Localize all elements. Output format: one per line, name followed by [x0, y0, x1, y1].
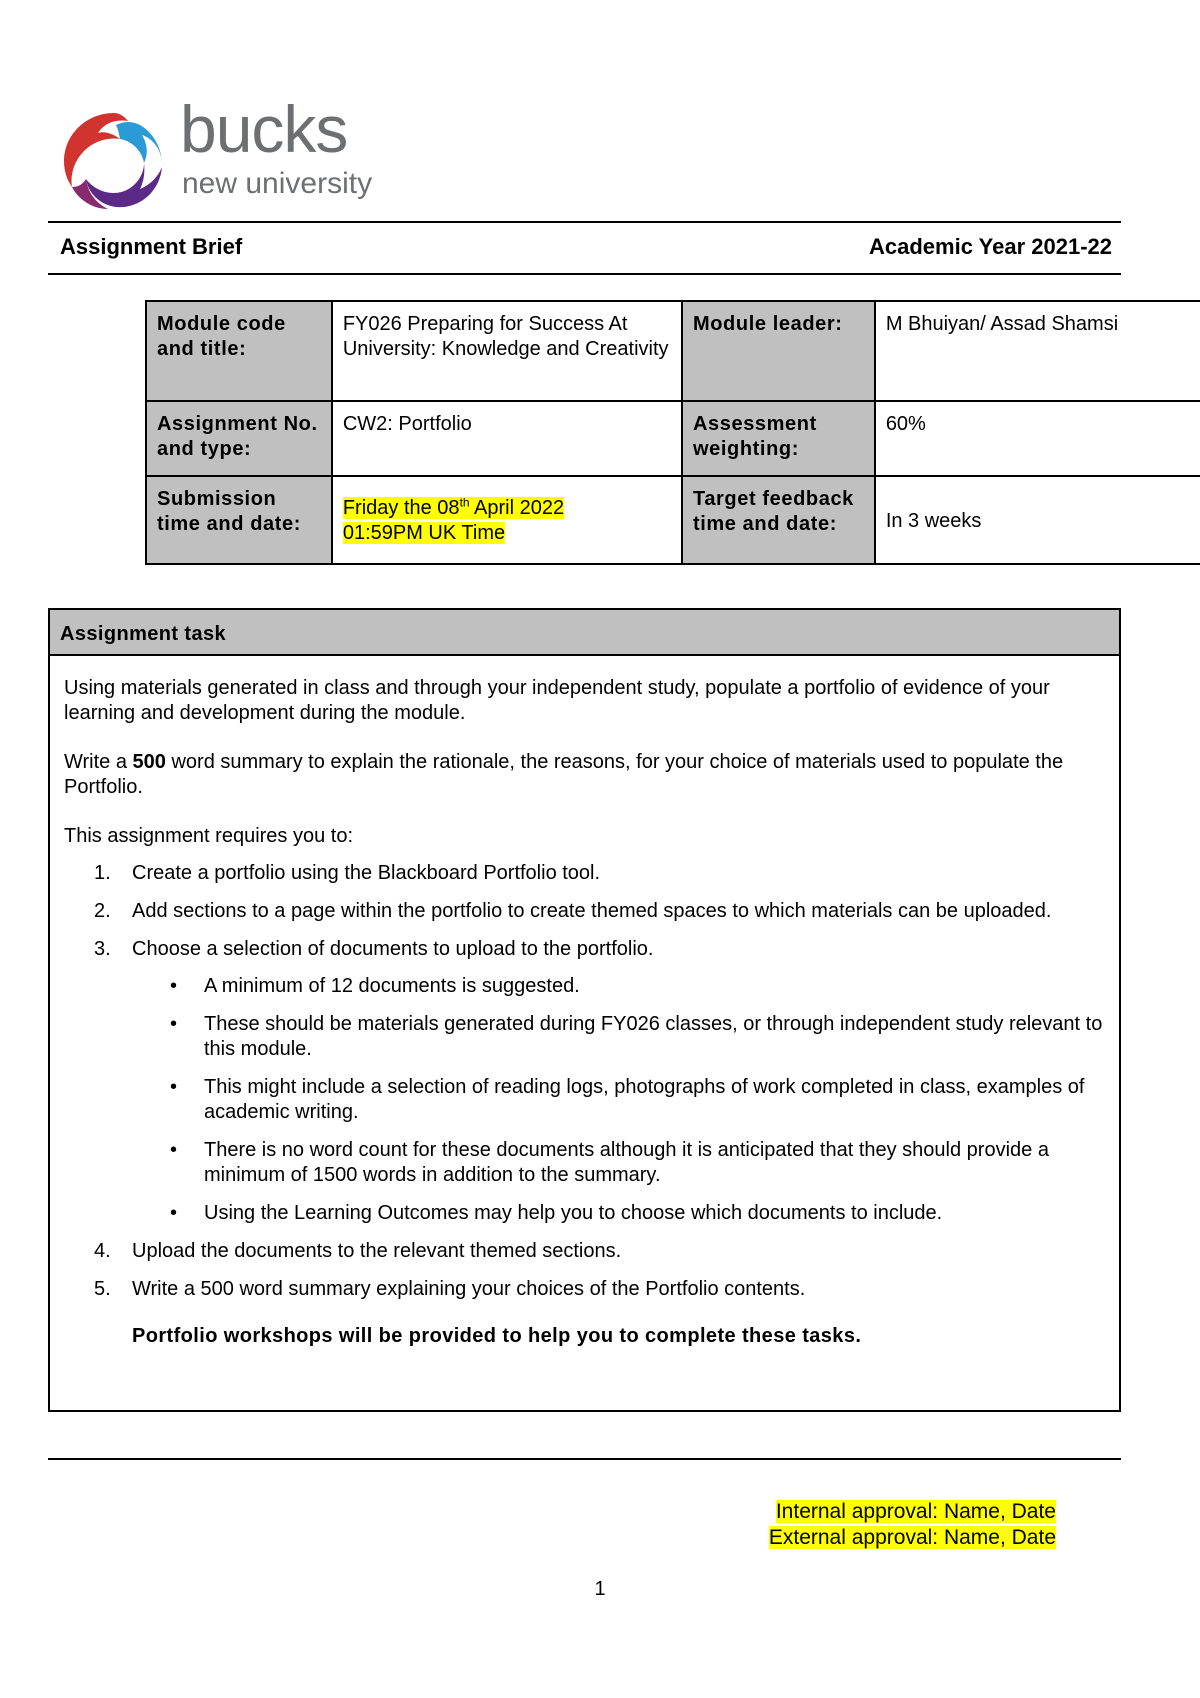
brief-title: Assignment Brief [60, 234, 243, 259]
submission-date-pre: Friday the 08 [342, 497, 460, 519]
step-text: Create a portfolio using the Blackboard Portfolio tool. [132, 862, 601, 884]
task-body [50, 656, 1119, 1349]
list-item [64, 1239, 1105, 1264]
submission-date-sup: th [459, 495, 470, 510]
bullet-icon: • [170, 975, 178, 997]
bullet-icon: • [170, 1076, 178, 1098]
module-code-label: Module code and title: [146, 301, 332, 401]
submission-value [332, 476, 682, 564]
step-number: 4. [94, 1240, 111, 1262]
module-info-table [145, 300, 1200, 565]
weighting-label: Assessment weighting: [682, 401, 875, 476]
assignment-task-box [48, 608, 1121, 1412]
bullet-text: These should be materials generated during FY026 classes, or through independent study relevant to this module. [204, 1013, 1103, 1060]
task-steps-list [64, 861, 1105, 1302]
bullet-icon: • [170, 1139, 178, 1161]
approvals [769, 1499, 1056, 1551]
table-row [146, 301, 1200, 401]
bullet-text: Using the Learning Outcomes may help you to choose which documents to include. [204, 1202, 943, 1224]
list-item [132, 974, 1105, 999]
top-divider [48, 221, 1121, 223]
para2-bold: 500 [132, 751, 166, 773]
list-item [64, 861, 1105, 886]
bullet-text: There is no word count for these documents although it is anticipated that they should provide a minimum of 1500 words in addition to the summary. [204, 1139, 1049, 1186]
feedback-value: In 3 weeks [875, 476, 1200, 564]
brief-header [60, 234, 1112, 264]
task-intro: This assignment requires you to: [64, 825, 354, 847]
swirl-logo-icon [58, 105, 170, 215]
submission-label: Submission time and date: [146, 476, 332, 564]
step-text: Write a 500 word summary explaining your choices of the Portfolio contents. [132, 1278, 806, 1300]
table-row [146, 401, 1200, 476]
step-text: Add sections to a page within the portfolio to create themed spaces to which materials can be uploaded. [132, 900, 1052, 922]
step-text: Upload the documents to the relevant themed sections. [132, 1240, 622, 1262]
step-number: 2. [94, 900, 111, 922]
para2-pre: Write a [64, 751, 133, 773]
module-code-value: FY026 Preparing for Success At University: Knowledge and Creativity [332, 301, 682, 401]
logo-wordmark: bucks [180, 92, 348, 166]
bullet-text: A minimum of 12 documents is suggested. [204, 975, 580, 997]
task-paragraph-1: Using materials generated in class and through your independent study, populate a portfolio of evidence of your learning and development during the module. [64, 677, 1050, 724]
bullet-icon: • [170, 1013, 178, 1035]
logo-subtext: new university [182, 167, 373, 200]
table-row [146, 476, 1200, 564]
feedback-label: Target feedback time and date: [682, 476, 875, 564]
assignment-label: Assignment No. and type: [146, 401, 332, 476]
list-item [132, 1201, 1105, 1226]
header-divider [48, 273, 1121, 275]
bullet-icon: • [170, 1202, 178, 1224]
task-heading: Assignment task [50, 610, 1119, 656]
list-item [64, 899, 1105, 924]
list-item [132, 1012, 1105, 1062]
step-text: Choose a selection of documents to upload to the portfolio. [132, 938, 654, 960]
assignment-value: CW2: Portfolio [332, 401, 682, 476]
step-number: 5. [94, 1278, 111, 1300]
weighting-value: 60% [875, 401, 1200, 476]
task-paragraph-2 [64, 750, 1105, 800]
external-approval: External approval: Name, Date [768, 1526, 1056, 1549]
module-leader-label: Module leader: [682, 301, 875, 401]
list-item [132, 1075, 1105, 1125]
list-item [64, 937, 1105, 1226]
submission-date-post: April 2022 [469, 497, 565, 519]
step-number: 1. [94, 862, 111, 884]
submission-time: 01:59PM UK Time [342, 522, 506, 544]
footer-divider [48, 1458, 1121, 1460]
academic-year: Academic Year 2021-22 [869, 234, 1112, 259]
university-logo [58, 92, 378, 215]
bullet-text: This might include a selection of reading logs, photographs of work completed in class, examples of academic writing. [204, 1076, 1085, 1123]
list-item [64, 1277, 1105, 1302]
para2-post: word summary to explain the rationale, the reasons, for your choice of materials used to populate the Portfolio. [64, 751, 1064, 798]
submission-date-highlight [343, 497, 564, 519]
module-leader-value: M Bhuiyan/ Assad Shamsi [875, 301, 1200, 401]
workshop-note: Portfolio workshops will be provided to help you to complete these tasks. [132, 1325, 862, 1347]
document-guidance-list [132, 974, 1105, 1226]
step-number: 3. [94, 938, 111, 960]
list-item [132, 1138, 1105, 1188]
page-number: 1 [594, 1578, 606, 1600]
internal-approval: Internal approval: Name, Date [775, 1500, 1056, 1523]
